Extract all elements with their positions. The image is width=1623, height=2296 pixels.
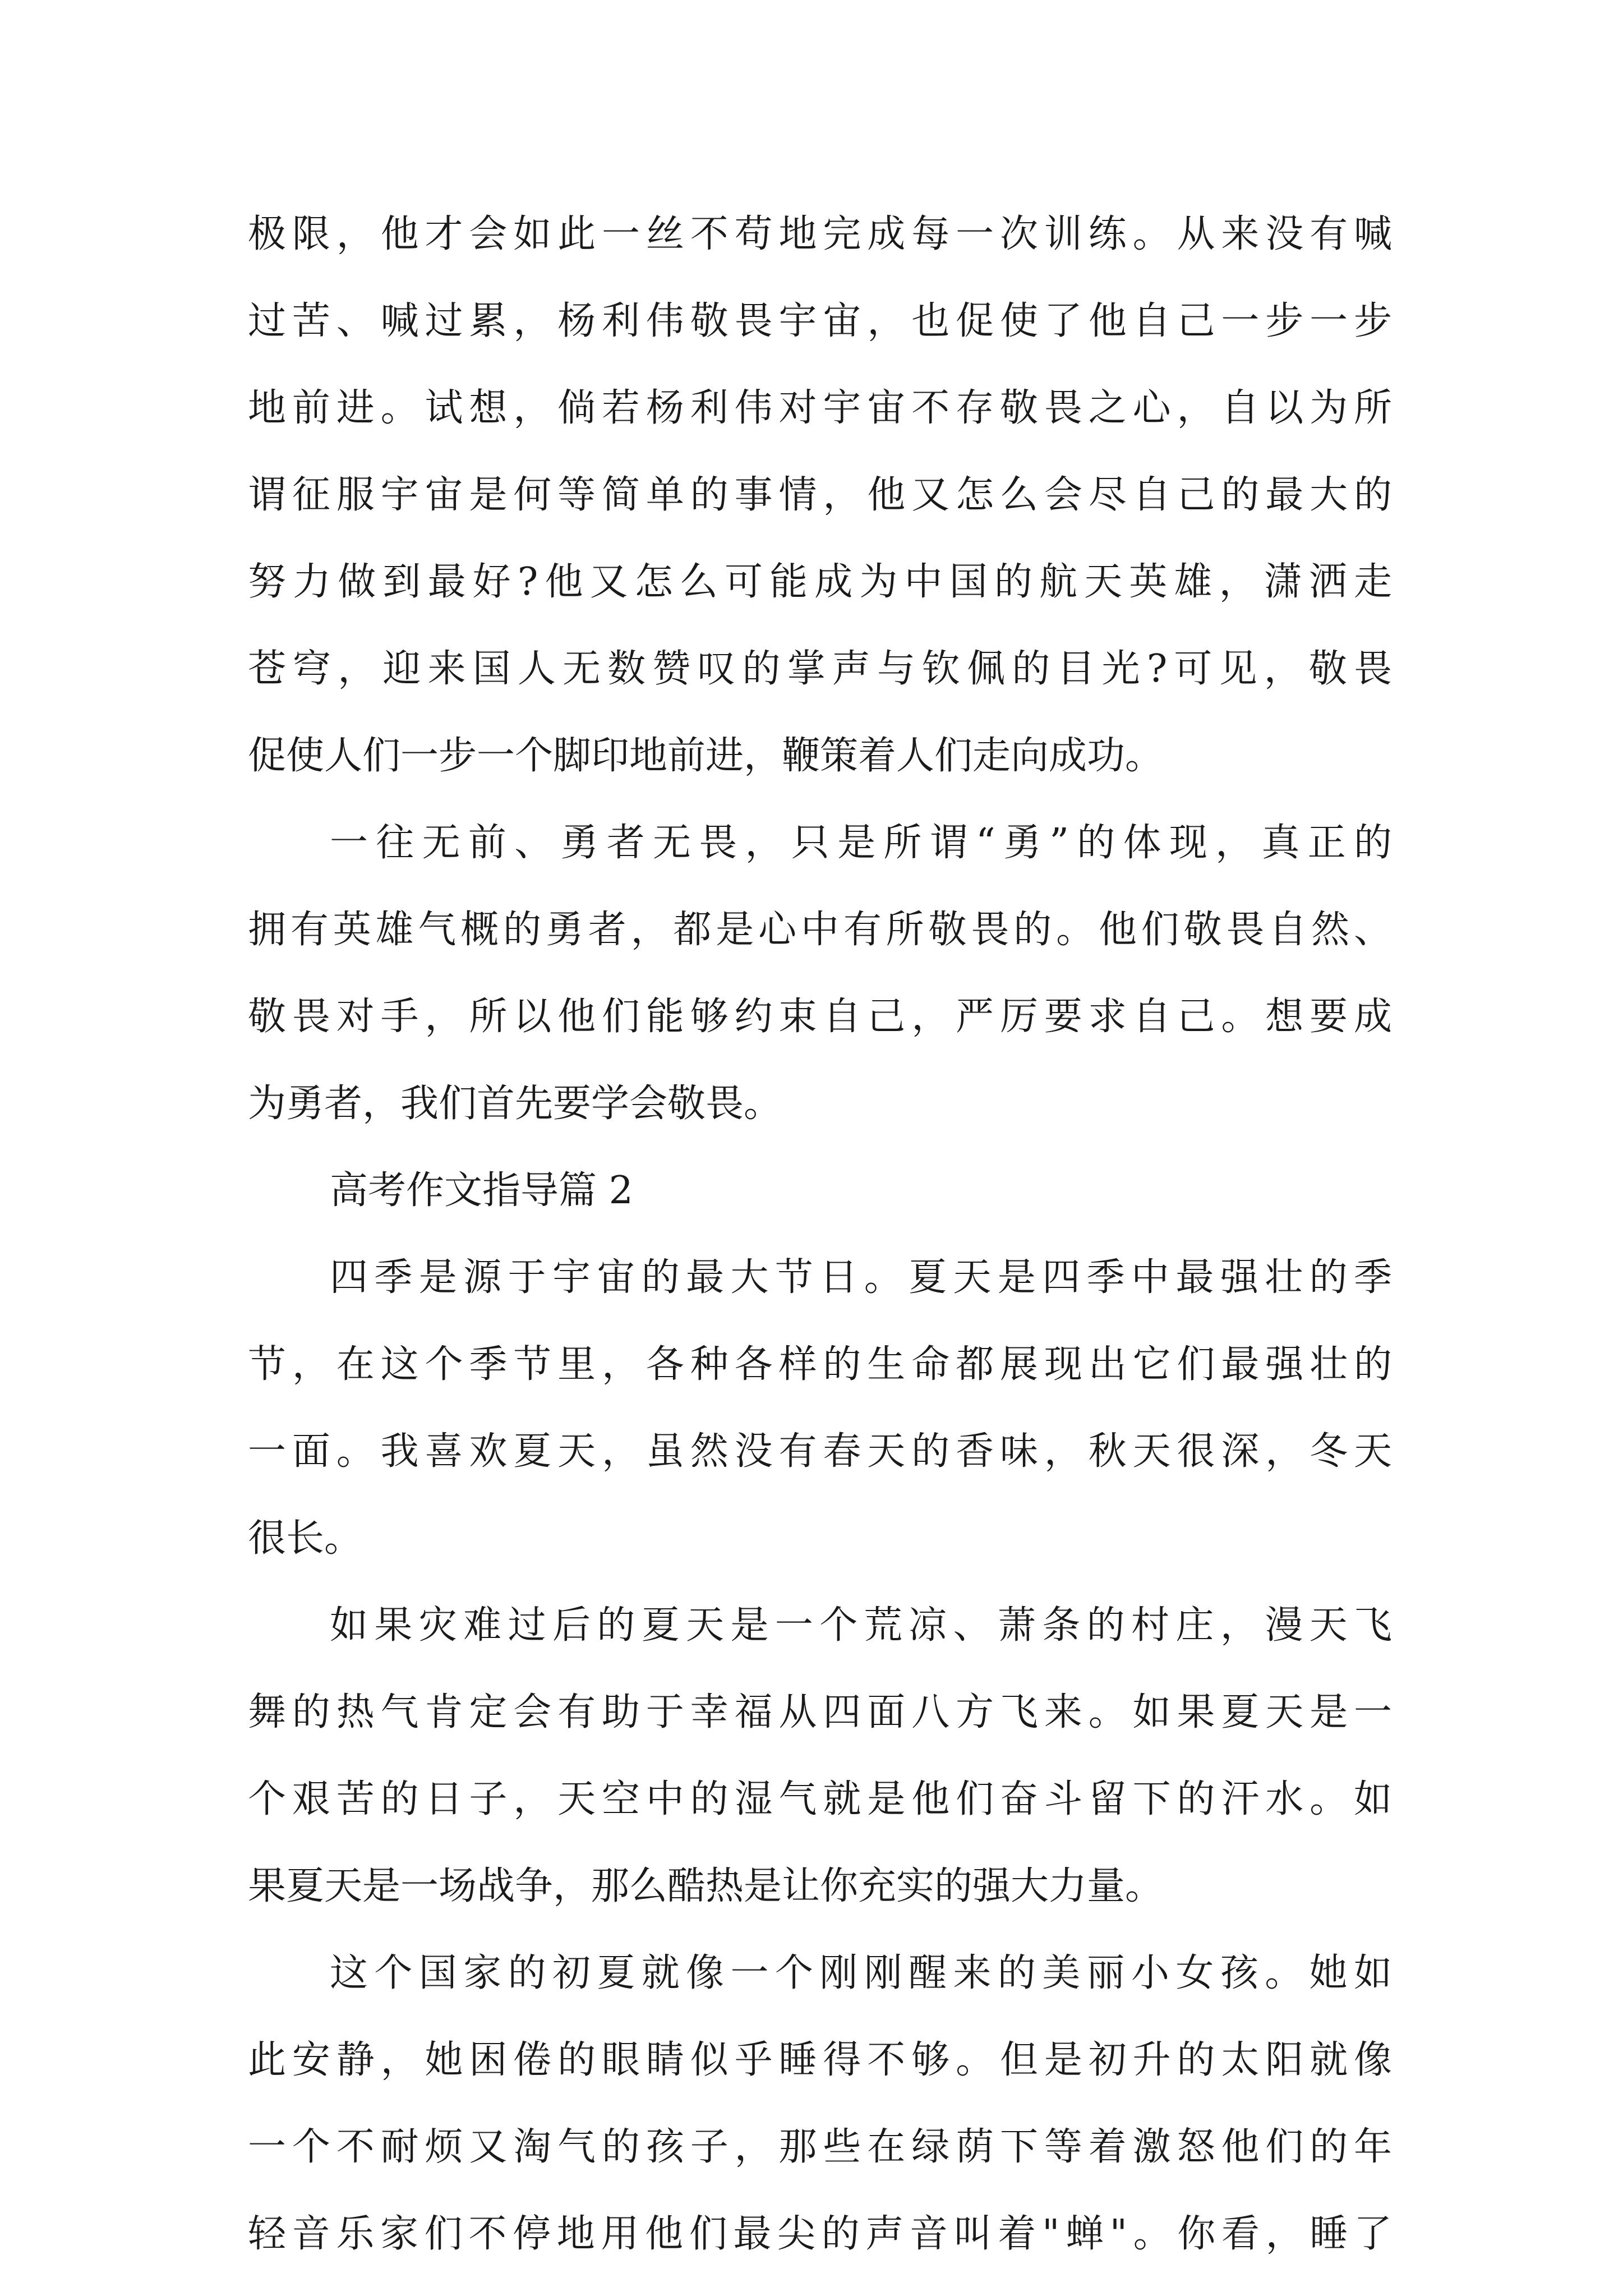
text-line: 轻音乐家们不停地用他们最尖的声音叫着"蝉"。你看，睡了 bbox=[248, 2212, 1392, 2256]
text-line: 过苦、喊过累，杨利伟敬畏宇宙，也促使了他自己一步一步 bbox=[248, 299, 1392, 343]
text-line: 促使人们一步一个脚印地前进，鞭策着人们走向成功。 bbox=[248, 734, 1164, 778]
text-line: 一往无前、勇者无畏，只是所谓“勇”的体现，真正的 bbox=[330, 821, 1392, 865]
text-line: 苍穹，迎来国人无数赞叹的掌声与钦佩的目光?可见，敬畏 bbox=[248, 647, 1392, 691]
text-line: 敬畏对手，所以他们能够约束自己，严厉要求自己。想要成 bbox=[248, 995, 1392, 1039]
section-heading: 高考作文指导篇 2 bbox=[330, 1168, 633, 1213]
text-line: 果夏天是一场战争，那么酷热是让你充实的强大力量。 bbox=[248, 1864, 1164, 1908]
paragraph bbox=[248, 1234, 1392, 1582]
text-line: 为勇者，我们首先要学会敬畏。 bbox=[248, 1082, 782, 1126]
text-line: 此安静，她困倦的眼睛似乎睡得不够。但是初升的太阳就像 bbox=[248, 2038, 1392, 2082]
text-line: 地前进。试想，倘若杨利伟对宇宙不存敬畏之心，自以为所 bbox=[248, 386, 1392, 430]
paragraph bbox=[248, 1582, 1392, 1930]
paragraph bbox=[248, 799, 1392, 1147]
paragraph bbox=[248, 1930, 1392, 2277]
text-line: 拥有英雄气概的勇者，都是心中有所敬畏的。他们敬畏自然、 bbox=[248, 908, 1392, 952]
text-line: 努力做到最好?他又怎么可能成为中国的航天英雄，潇洒走 bbox=[248, 560, 1392, 604]
article-body bbox=[248, 191, 1392, 2277]
text-line: 很长。 bbox=[248, 1516, 363, 1561]
text-line: 谓征服宇宙是何等简单的事情，他又怎么会尽自己的最大的 bbox=[248, 473, 1392, 517]
text-line: 如果灾难过后的夏天是一个荒凉、萧条的村庄，漫天飞 bbox=[330, 1603, 1392, 1648]
text-line: 节，在这个季节里，各种各样的生命都展现出它们最强壮的 bbox=[248, 1342, 1392, 1387]
text-line: 一面。我喜欢夏天，虽然没有春天的香味，秋天很深，冬天 bbox=[248, 1429, 1392, 1474]
text-line: 舞的热气肯定会有助于幸福从四面八方飞来。如果夏天是一 bbox=[248, 1690, 1392, 1734]
text-line: 个艰苦的日子，天空中的湿气就是他们奋斗留下的汗水。如 bbox=[248, 1777, 1392, 1821]
text-line: 这个国家的初夏就像一个刚刚醒来的美丽小女孩。她如 bbox=[330, 1951, 1392, 1995]
text-line: 一个不耐烦又淘气的孩子，那些在绿荫下等着激怒他们的年 bbox=[248, 2125, 1392, 2169]
text-line: 四季是源于宇宙的最大节日。夏天是四季中最强壮的季 bbox=[330, 1255, 1392, 1300]
paragraph-continuation bbox=[248, 191, 1392, 799]
text-line: 极限，他才会如此一丝不苟地完成每一次训练。从来没有喊 bbox=[248, 212, 1392, 256]
